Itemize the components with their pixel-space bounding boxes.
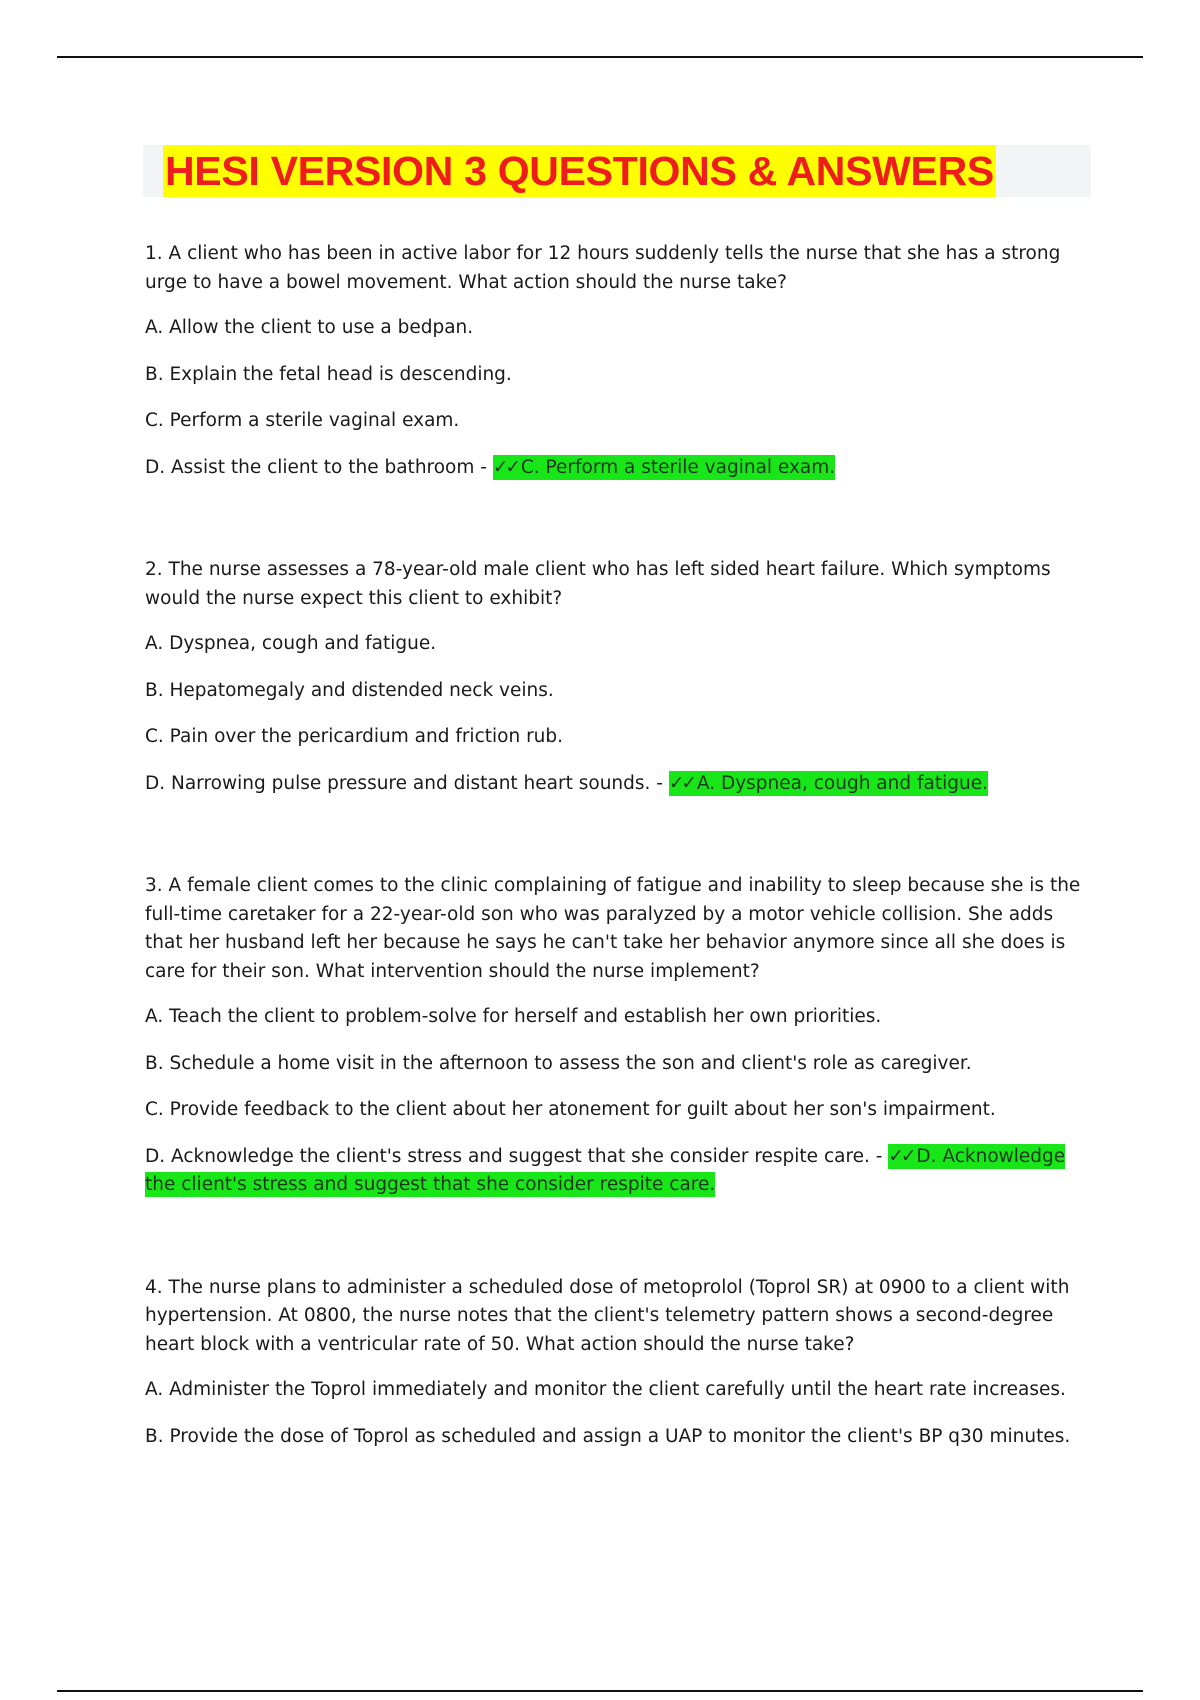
- option-c: C. Provide feedback to the client about her atonement for guilt about her son's impairment.: [145, 1099, 996, 1120]
- answer-text: D. Acknowledge the client's stress and suggest that she consider respite care.: [145, 1145, 1066, 1195]
- question-text: 1. A client who has been in active labor for 12 hours suddenly tells the nurse that she has a strong urge to have a bowel movement. What action should the nurse take?: [145, 243, 1061, 293]
- check-icon: ✓✓: [668, 772, 694, 794]
- check-icon: ✓✓: [888, 1145, 914, 1167]
- option-d: [145, 1143, 1085, 1200]
- question-spacer: [145, 500, 1085, 556]
- answer-text: A. Dyspnea, cough and fatigue.: [696, 772, 988, 794]
- question-3: [145, 872, 1085, 1200]
- header-rule: [57, 56, 1143, 58]
- option-c: C. Pain over the pericardium and friction rub.: [145, 726, 564, 747]
- option-d: [145, 454, 1085, 483]
- footer-rule: [57, 1690, 1143, 1692]
- answer-text: C. Perform a sterile vaginal exam.: [520, 456, 836, 478]
- answer-highlight: [669, 771, 988, 796]
- option-b: B. Hepatomegaly and distended neck veins.: [145, 679, 554, 701]
- option-c: C. Perform a sterile vaginal exam.: [145, 410, 460, 431]
- question-spacer: [145, 816, 1085, 872]
- question-spacer: [145, 1218, 1085, 1274]
- question-list: [145, 240, 1085, 1469]
- option-d-text: D. Narrowing pulse pressure and distant heart sounds. -: [145, 772, 669, 794]
- question-text: 2. The nurse assesses a 78-year-old male client who has left sided heart failure. Which symptoms would the nurse expect this client to exhibit?: [145, 559, 1051, 609]
- question-text: 4. The nurse plans to administer a scheduled dose of metoprolol (Toprol SR) at 0900 to a client with hypertension. At 0800, the nurse notes that the client's telemetry pattern shows a second-degree heart block with a ventricular rate of 50. What action should the nurse take?: [145, 1276, 1070, 1355]
- question-text: 3. A female client comes to the clinic complaining of fatigue and inability to sleep because she is the full-time caretaker for a 22-year-old son who was paralyzed by a motor vehicle collision. She adds that her husband left her because he says he can't take her behavior anymore since all she does is care for their son. What intervention should the nurse implement?: [145, 875, 1081, 982]
- option-a: A. Allow the client to use a bedpan.: [145, 317, 474, 338]
- option-a: A. Teach the client to problem-solve for herself and establish her own priorities.: [145, 1006, 882, 1027]
- page-title: HESI VERSION 3 QUESTIONS & ANSWERS: [163, 145, 996, 197]
- option-a: A. Administer the Toprol immediately and monitor the client carefully until the heart rate increases.: [145, 1379, 1066, 1400]
- question-1: [145, 240, 1085, 482]
- question-2: [145, 556, 1085, 798]
- option-d-text: D. Acknowledge the client's stress and suggest that she consider respite care. -: [145, 1145, 889, 1167]
- check-icon: ✓✓: [492, 456, 518, 478]
- question-4: [145, 1274, 1085, 1452]
- option-b: B. Schedule a home visit in the afternoon to assess the son and client's role as caregiver.: [145, 1052, 972, 1074]
- option-a: A. Dyspnea, cough and fatigue.: [145, 633, 437, 654]
- option-d-text: D. Assist the client to the bathroom -: [145, 456, 493, 478]
- option-b: B. Explain the fetal head is descending.: [145, 363, 512, 385]
- option-b: B. Provide the dose of Toprol as scheduled and assign a UAP to monitor the client's BP q30 minutes.: [145, 1425, 1071, 1447]
- option-d: [145, 770, 1085, 799]
- answer-highlight: [493, 455, 835, 480]
